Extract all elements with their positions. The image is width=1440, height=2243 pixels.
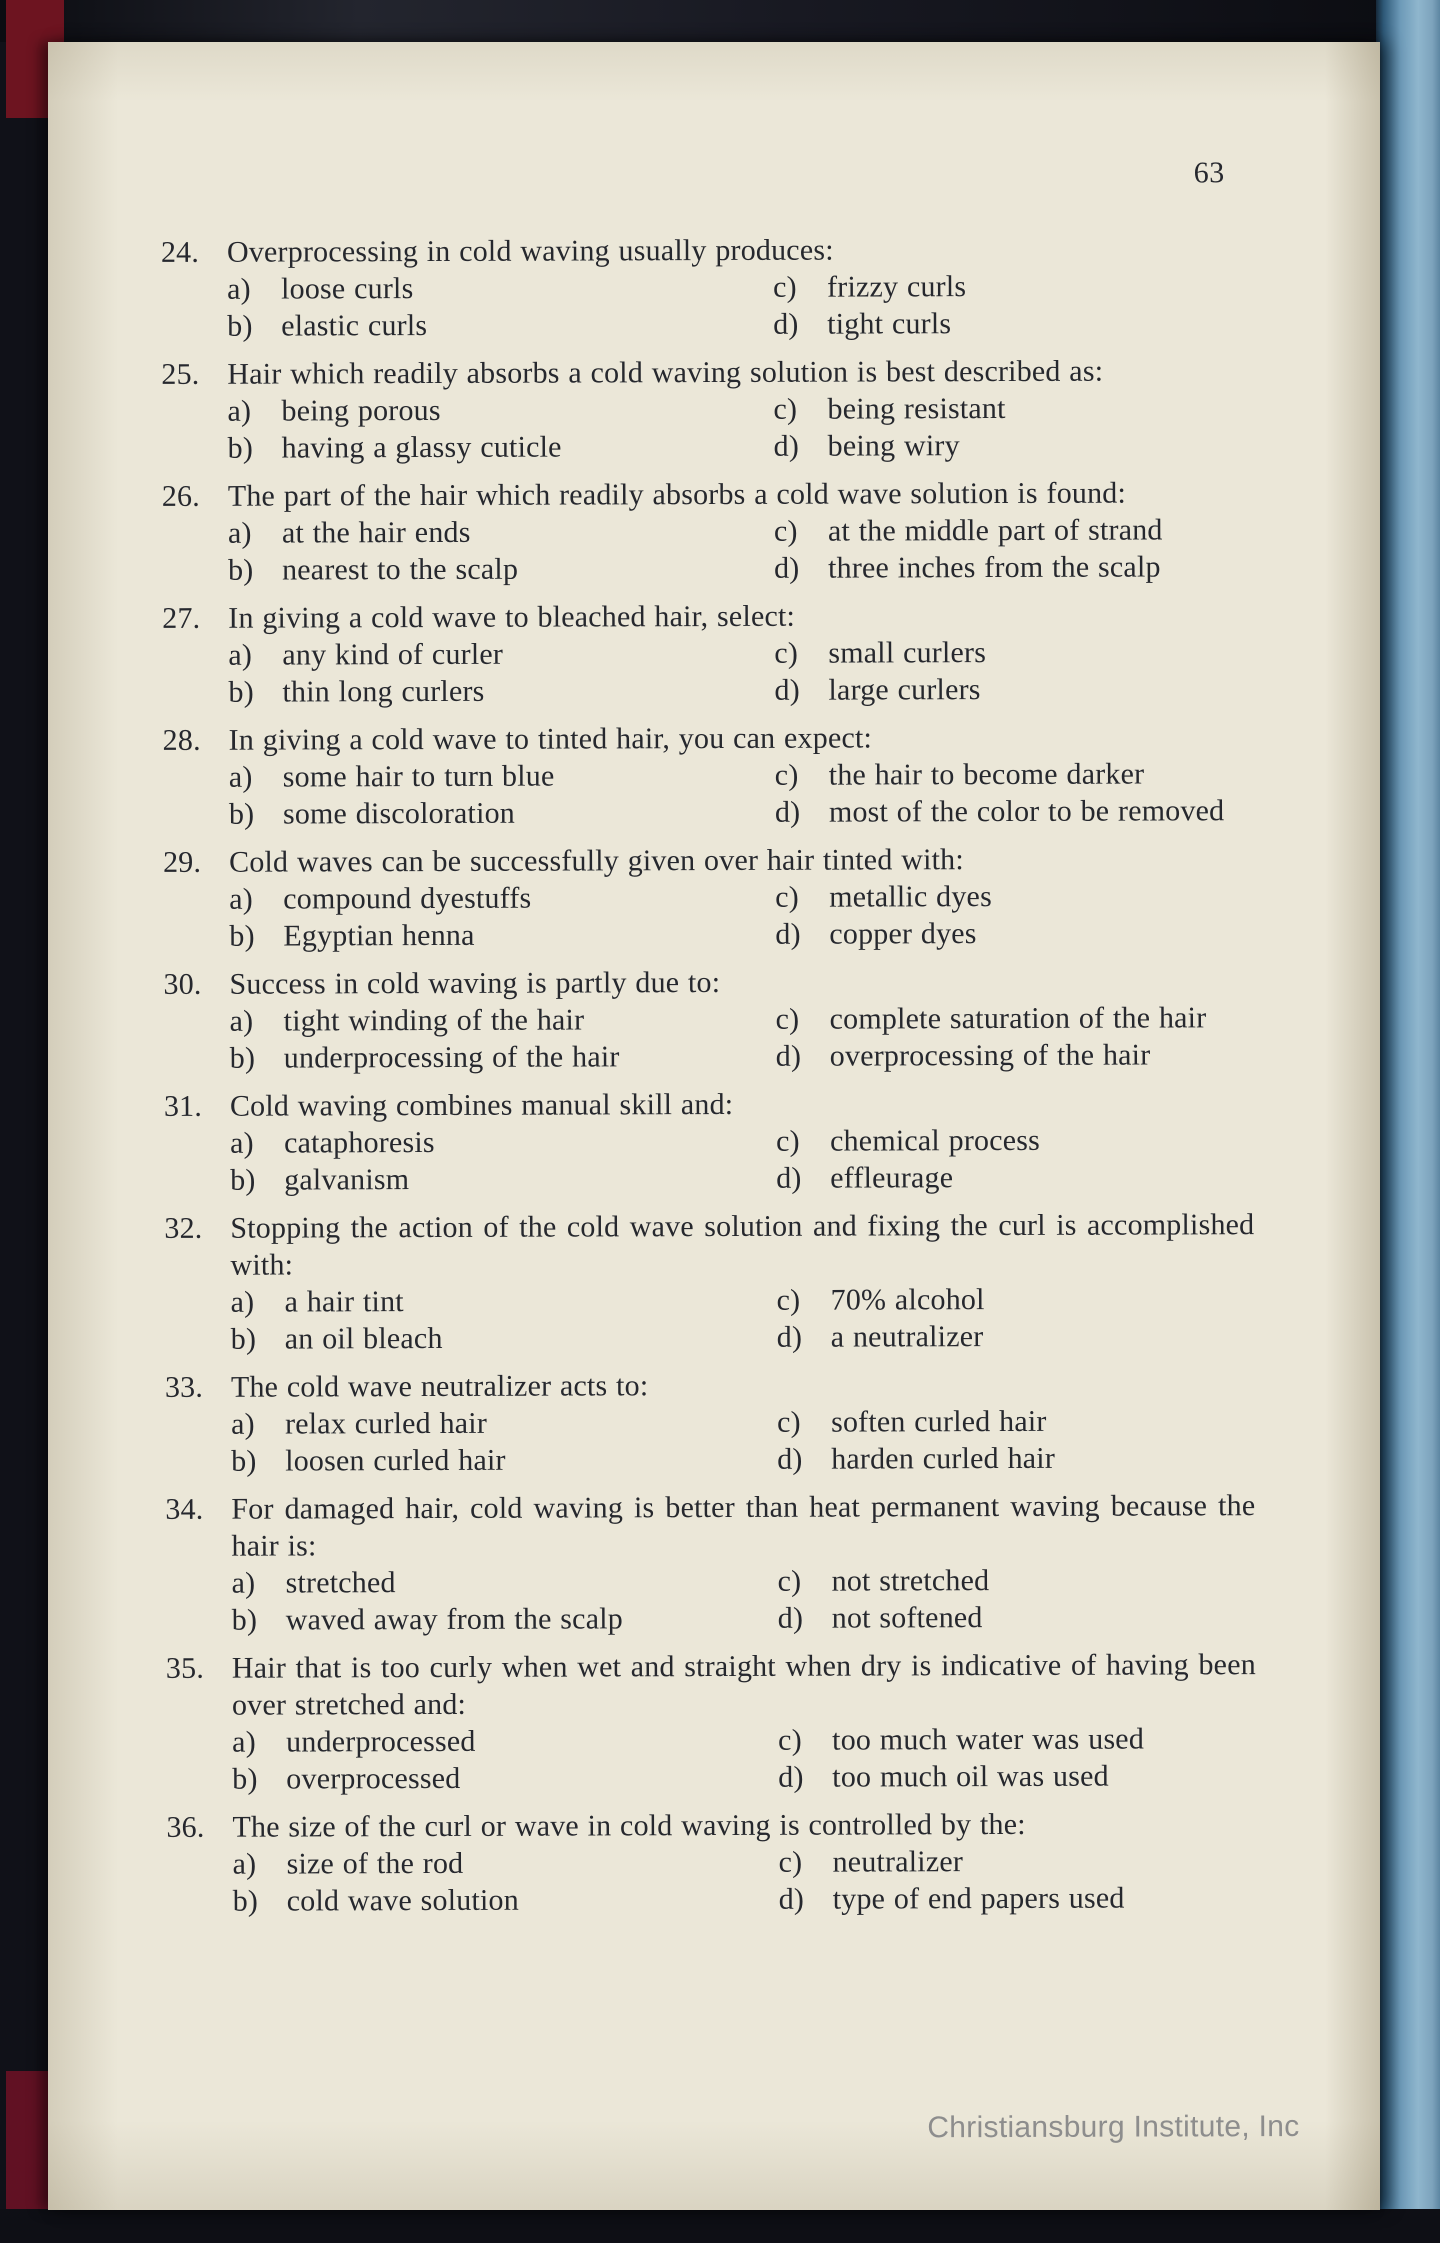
options-right-column [776, 999, 1254, 1075]
option-label: b) [229, 1041, 256, 1075]
question [163, 718, 1253, 833]
option-row [779, 1842, 1257, 1881]
option-label: c) [775, 880, 799, 914]
option-row [228, 635, 774, 674]
option-row [778, 1720, 1256, 1759]
options-left-column [230, 1001, 776, 1077]
option-label: a) [228, 638, 253, 672]
options-left-column [233, 1844, 779, 1920]
question-options [231, 1402, 1255, 1480]
option-text: a neutralizer [830, 1320, 984, 1354]
options-left-column [228, 635, 774, 711]
option-row [774, 548, 1252, 587]
question-number: 31. [163, 1089, 203, 1123]
option-text: tight winding of the hair [283, 1003, 585, 1038]
option-text: complete saturation of the hair [829, 1001, 1207, 1036]
option-text: the hair to become darker [828, 757, 1145, 792]
question [163, 962, 1253, 1077]
option-label: c) [775, 1002, 800, 1036]
option-label: b) [231, 1444, 257, 1478]
option-row [777, 1317, 1255, 1356]
question-number: 26. [161, 479, 200, 513]
options-left-column [231, 1282, 777, 1358]
question-body [230, 1206, 1255, 1358]
question-body [231, 1365, 1255, 1480]
options-right-column [774, 511, 1252, 587]
option-row [231, 1404, 777, 1443]
option-text: type of end papers used [832, 1881, 1125, 1916]
option-text: overprocessing of the hair [829, 1038, 1151, 1073]
question-text: Overprocessing in cold waving usually produces: [226, 233, 834, 269]
option-text: loosen curled hair [285, 1443, 506, 1478]
option-label: d) [776, 1320, 803, 1354]
option-text: having a glassy cuticle [281, 430, 562, 465]
option-text: loose curls [281, 272, 414, 306]
option-row [775, 914, 1253, 953]
option-row [229, 879, 775, 918]
option-text: small curlers [828, 636, 987, 670]
option-text: 70% alcohol [830, 1283, 985, 1317]
question-options [229, 877, 1253, 955]
question-number: 35. [165, 1651, 205, 1685]
option-label: b) [232, 1884, 259, 1918]
option-text: elastic curls [281, 308, 428, 343]
option-row [778, 1598, 1256, 1637]
option-label: d) [773, 307, 799, 341]
option-text: waved away from the scalp [285, 1602, 623, 1637]
binding-top-strip [0, 0, 1440, 42]
option-text: being porous [281, 393, 441, 428]
question-number: 36. [166, 1810, 205, 1844]
option-text: underprocessed [286, 1724, 476, 1759]
option-text: not stretched [831, 1564, 990, 1598]
option-row [777, 1402, 1255, 1441]
book-page [48, 42, 1380, 2210]
binding-bottom-strip [0, 2209, 1440, 2243]
question-options [228, 511, 1252, 589]
option-text: any kind of curler [282, 637, 504, 672]
options-right-column [777, 1402, 1255, 1478]
options-left-column [227, 391, 773, 467]
option-row [228, 428, 774, 467]
option-row [774, 426, 1252, 465]
question [161, 352, 1251, 467]
options-right-column [774, 633, 1252, 709]
question-text: Cold waving combines manual skill and: [229, 1087, 734, 1123]
question-options [232, 1720, 1256, 1798]
question-options [228, 633, 1252, 711]
option-text: soften curled hair [830, 1404, 1047, 1439]
option-text: at the middle part of strand [827, 513, 1163, 548]
question-body [229, 718, 1253, 833]
options-right-column [773, 389, 1251, 465]
option-label: d) [774, 673, 800, 707]
option-label: d) [774, 795, 801, 829]
option-row [773, 267, 1251, 306]
option-row [776, 1121, 1254, 1160]
options-right-column [776, 1121, 1254, 1197]
option-text: compound dyestuffs [283, 881, 532, 916]
option-label: b) [227, 431, 254, 465]
option-label: b) [231, 1603, 258, 1637]
option-row [776, 1036, 1254, 1075]
question-options [230, 999, 1254, 1077]
option-text: overprocessed [286, 1761, 461, 1796]
question-number: 34. [165, 1492, 204, 1526]
options-left-column [229, 879, 775, 955]
question [164, 1206, 1255, 1358]
options-right-column [778, 1561, 1256, 1637]
question-text: Hair which readily absorbs a cold waving solution is best described as: [227, 354, 1104, 391]
option-label: b) [228, 797, 255, 831]
option-row [778, 1561, 1256, 1600]
option-label: b) [230, 1163, 256, 1197]
option-row [229, 916, 775, 955]
option-label: d) [777, 1442, 803, 1476]
option-text: Egyptian henna [283, 918, 475, 953]
option-text: metallic dyes [829, 880, 992, 914]
question-options [232, 1561, 1256, 1639]
question-number: 29. [163, 845, 202, 879]
options-left-column [230, 1123, 776, 1199]
options-right-column [775, 755, 1253, 831]
option-text: underprocessing of the hair [283, 1040, 620, 1075]
question-text: In giving a cold wave to bleached hair, select: [228, 599, 796, 635]
option-row [230, 1160, 776, 1199]
questions-list [161, 230, 1257, 1920]
options-right-column [779, 1842, 1257, 1918]
option-text: copper dyes [829, 917, 977, 951]
option-label: c) [773, 270, 797, 304]
question-body [229, 962, 1253, 1077]
question [164, 1084, 1254, 1199]
question-number: 30. [163, 967, 202, 1001]
option-text: chemical process [829, 1123, 1041, 1158]
option-row [777, 1439, 1255, 1478]
question-options [230, 1121, 1254, 1199]
option-text: tight curls [827, 307, 952, 341]
option-row [230, 1001, 776, 1040]
options-right-column [778, 1720, 1256, 1796]
question-options [227, 389, 1251, 467]
option-label: d) [775, 1039, 802, 1073]
option-row [233, 1881, 779, 1920]
question-body [230, 1084, 1254, 1199]
option-label: c) [775, 1124, 800, 1158]
page-number: 63 [1193, 156, 1225, 190]
question-text: For damaged hair, cold waving is better than heat permanent waving because the hair is: [231, 1489, 1256, 1563]
question-number: 33. [164, 1370, 204, 1404]
option-label: b) [230, 1322, 257, 1356]
option-text: thin long curlers [282, 674, 485, 709]
question-body [232, 1805, 1256, 1920]
question-number: 24. [160, 235, 200, 269]
option-label: c) [773, 514, 798, 548]
option-text: not softened [831, 1601, 983, 1635]
question [166, 1805, 1256, 1920]
question-options [229, 755, 1253, 833]
option-row [778, 1757, 1256, 1796]
question-text: Stopping the action of the cold wave solution and fixing the curl is accomplished with: [230, 1208, 1255, 1282]
option-text: cold wave solution [286, 1883, 519, 1918]
page-content [44, 40, 1384, 2213]
option-text: some discoloration [282, 796, 516, 831]
option-row [773, 304, 1251, 343]
option-label: b) [227, 553, 254, 587]
option-text: relax curled hair [284, 1406, 488, 1441]
option-label: a) [229, 1126, 254, 1160]
option-label: d) [775, 917, 801, 951]
question-number: 25. [161, 357, 200, 391]
option-text: frizzy curls [827, 270, 967, 304]
option-row [228, 672, 774, 711]
watermark: Christiansburg Institute, Inc [927, 2109, 1300, 2145]
option-text: being wiry [827, 429, 960, 463]
question [162, 474, 1252, 589]
question-body [228, 596, 1252, 711]
question-options [233, 1842, 1257, 1920]
option-label: c) [776, 1405, 801, 1439]
option-text: too much oil was used [832, 1759, 1109, 1794]
book-cover-blue-edge [1376, 0, 1440, 2243]
option-label: d) [777, 1601, 804, 1635]
option-text: galvanism [284, 1163, 410, 1197]
option-label: c) [778, 1723, 802, 1757]
option-row [229, 757, 775, 796]
options-left-column [228, 513, 774, 589]
option-text: harden curled hair [831, 1441, 1056, 1476]
option-row [231, 1441, 777, 1480]
question [163, 840, 1253, 955]
option-label: a) [229, 1004, 254, 1038]
question-body [231, 1487, 1256, 1639]
option-row [230, 1038, 776, 1077]
option-row [779, 1879, 1257, 1918]
option-row [228, 550, 774, 589]
option-label: c) [776, 1283, 801, 1317]
option-label: a) [227, 394, 252, 428]
option-row [776, 1158, 1254, 1197]
option-label: d) [778, 1882, 805, 1916]
question-text: The part of the hair which readily absorbs a cold wave solution is found: [227, 476, 1127, 513]
option-row [231, 1282, 777, 1321]
option-row [774, 511, 1252, 550]
option-row [232, 1600, 778, 1639]
question [165, 1365, 1255, 1480]
question [161, 230, 1251, 345]
question-body [229, 840, 1253, 955]
option-row [777, 1280, 1255, 1319]
option-label: c) [774, 636, 799, 670]
option-text: three inches from the scalp [827, 550, 1161, 585]
option-label: d) [778, 1760, 804, 1794]
option-row [775, 792, 1253, 831]
question-text: The size of the curl or wave in cold waving is controlled by the: [232, 1807, 1026, 1844]
option-text: too much water was used [832, 1722, 1145, 1757]
question [166, 1646, 1257, 1798]
question-options [231, 1280, 1255, 1358]
option-row [230, 1123, 776, 1162]
question-number: 28. [162, 723, 201, 757]
question-number: 27. [162, 601, 201, 635]
option-row [776, 999, 1254, 1038]
option-row [773, 389, 1251, 428]
question-text: In giving a cold wave to tinted hair, you can expect: [228, 721, 873, 757]
option-row [232, 1563, 778, 1602]
option-label: a) [227, 516, 252, 550]
question-body [228, 474, 1252, 589]
question-number: 32. [164, 1211, 203, 1245]
option-row [227, 306, 773, 345]
options-right-column [777, 1280, 1255, 1356]
option-text: an oil bleach [284, 1321, 443, 1356]
question [165, 1487, 1256, 1639]
option-row [775, 755, 1253, 794]
option-label: d) [773, 429, 800, 463]
options-right-column [773, 267, 1251, 343]
option-label: c) [773, 392, 798, 426]
option-text: cataphoresis [283, 1125, 435, 1160]
question-text: Hair that is too curly when wet and straight when dry is indicative of having been over stretched and: [231, 1648, 1256, 1722]
question-body [227, 230, 1251, 345]
option-row [775, 877, 1253, 916]
option-row [227, 391, 773, 430]
option-label: a) [228, 760, 253, 794]
option-text: nearest to the scalp [281, 552, 519, 587]
option-row [774, 633, 1252, 672]
option-row [227, 269, 773, 308]
option-text: being resistant [827, 391, 1006, 426]
option-label: a) [232, 1847, 257, 1881]
option-text: effleurage [830, 1161, 954, 1195]
option-row [774, 670, 1252, 709]
option-row [231, 1319, 777, 1358]
option-label: b) [227, 309, 253, 343]
question [162, 596, 1252, 711]
question-body [227, 352, 1251, 467]
option-label: c) [777, 1564, 802, 1598]
option-label: b) [232, 1762, 258, 1796]
option-text: a hair tint [284, 1285, 404, 1319]
option-label: a) [230, 1285, 255, 1319]
question-body [232, 1646, 1257, 1798]
option-row [228, 513, 774, 552]
option-text: some hair to turn blue [282, 759, 555, 794]
options-right-column [775, 877, 1253, 953]
option-text: large curlers [828, 673, 981, 707]
option-label: a) [227, 272, 251, 306]
options-left-column [229, 757, 775, 833]
option-label: b) [228, 675, 254, 709]
option-row [232, 1722, 778, 1761]
options-left-column [232, 1563, 778, 1639]
option-label: a) [230, 1407, 255, 1441]
option-row [229, 794, 775, 833]
option-text: most of the color to be removed [828, 794, 1225, 829]
options-left-column [231, 1404, 777, 1480]
option-row [232, 1759, 778, 1798]
option-row [233, 1844, 779, 1883]
question-text: Cold waves can be successfully given over hair tinted with: [229, 843, 964, 879]
options-left-column [232, 1722, 778, 1798]
option-label: c) [774, 758, 799, 792]
question-text: Success in cold waving is partly due to: [229, 965, 721, 1001]
option-label: b) [229, 919, 255, 953]
options-left-column [227, 269, 773, 345]
option-label: c) [778, 1845, 803, 1879]
option-label: a) [231, 1566, 256, 1600]
option-text: stretched [285, 1566, 396, 1600]
question-text: The cold wave neutralizer acts to: [230, 1369, 649, 1404]
question-options [227, 267, 1251, 345]
option-text: neutralizer [832, 1845, 964, 1879]
option-text: at the hair ends [281, 515, 471, 550]
option-label: a) [232, 1725, 256, 1759]
option-text: size of the rod [286, 1846, 464, 1881]
option-label: d) [773, 551, 800, 585]
option-label: d) [776, 1161, 802, 1195]
option-label: a) [229, 882, 253, 916]
